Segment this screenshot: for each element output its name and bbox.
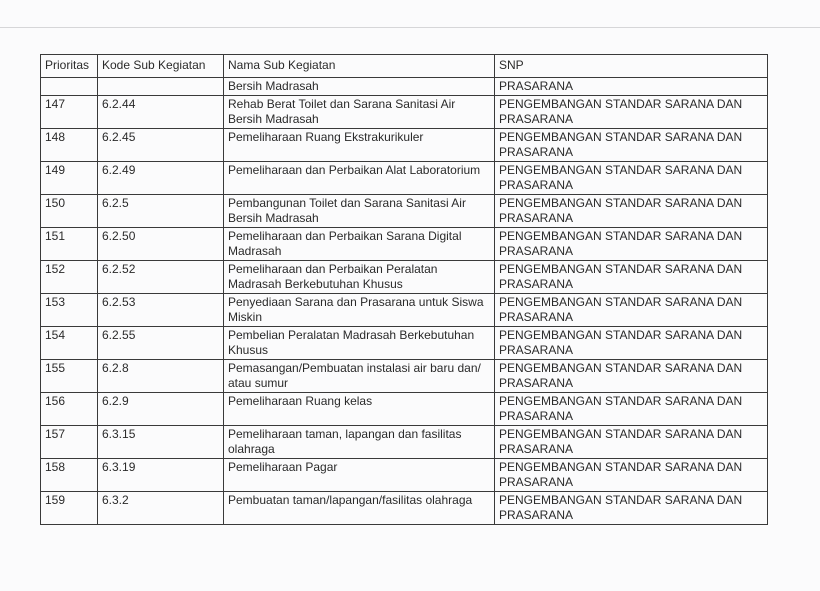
cell-kode [98,78,224,96]
cell-kode: 6.2.44 [98,96,224,129]
cell-prioritas: 159 [41,492,98,525]
cell-snp: PENGEMBANGAN STANDAR SARANA DAN PRASARANA [495,261,768,294]
table-row [41,393,768,426]
table-row [41,426,768,459]
cell-nama: Pemeliharaan dan Perbaikan Peralatan Madrasah Berkebutuhan Khusus [224,261,495,294]
cell-nama: Penyediaan Sarana dan Prasarana untuk Siswa Miskin [224,294,495,327]
cell-snp: PENGEMBANGAN STANDAR SARANA DAN PRASARANA [495,459,768,492]
cell-kode: 6.2.55 [98,327,224,360]
cell-kode: 6.2.52 [98,261,224,294]
cell-nama: Pemeliharaan Ruang kelas [224,393,495,426]
cell-nama: Pemeliharaan dan Perbaikan Alat Laboratorium [224,162,495,195]
cell-snp: PENGEMBANGAN STANDAR SARANA DAN PRASARANA [495,228,768,261]
cell-kode: 6.3.2 [98,492,224,525]
cell-snp: PENGEMBANGAN STANDAR SARANA DAN PRASARANA [495,195,768,228]
cell-nama: Pemeliharaan dan Perbaikan Sarana Digital Madrasah [224,228,495,261]
header-prioritas: Prioritas [41,55,98,78]
cell-prioritas: 147 [41,96,98,129]
cell-nama: Pemeliharaan taman, lapangan dan fasilitas olahraga [224,426,495,459]
cell-nama: Pembuatan taman/lapangan/fasilitas olahraga [224,492,495,525]
cell-snp: PENGEMBANGAN STANDAR SARANA DAN PRASARANA [495,393,768,426]
cell-prioritas: 155 [41,360,98,393]
cell-nama: Pembangunan Toilet dan Sarana Sanitasi Air Bersih Madrasah [224,195,495,228]
cell-kode: 6.3.19 [98,459,224,492]
cell-nama: Pemasangan/Pembuatan instalasi air baru dan/ atau sumur [224,360,495,393]
table-row [41,228,768,261]
sub-kegiatan-table [40,54,768,525]
cell-snp: PENGEMBANGAN STANDAR SARANA DAN PRASARANA [495,294,768,327]
header-nama-sub-kegiatan: Nama Sub Kegiatan [224,55,495,78]
cell-prioritas: 151 [41,228,98,261]
cell-nama: Bersih Madrasah [224,78,495,96]
cell-snp: PRASARANA [495,78,768,96]
cell-prioritas: 149 [41,162,98,195]
cell-kode: 6.2.9 [98,393,224,426]
cell-nama: Pembelian Peralatan Madrasah Berkebutuhan Khusus [224,327,495,360]
cell-kode: 6.2.53 [98,294,224,327]
page-divider [0,27,820,28]
header-snp: SNP [495,55,768,78]
table-row [41,360,768,393]
table-row [41,96,768,129]
table-row [41,129,768,162]
cell-prioritas: 152 [41,261,98,294]
cell-prioritas: 157 [41,426,98,459]
cell-prioritas: 154 [41,327,98,360]
cell-nama: Pemeliharaan Ruang Ekstrakurikuler [224,129,495,162]
table-row [41,195,768,228]
table-row [41,261,768,294]
table-row [41,459,768,492]
cell-prioritas: 150 [41,195,98,228]
cell-kode: 6.2.8 [98,360,224,393]
table-row [41,327,768,360]
cell-kode: 6.2.49 [98,162,224,195]
cell-prioritas: 158 [41,459,98,492]
cell-nama: Rehab Berat Toilet dan Sarana Sanitasi Air Bersih Madrasah [224,96,495,129]
cell-snp: PENGEMBANGAN STANDAR SARANA DAN PRASARANA [495,492,768,525]
cell-kode: 6.2.5 [98,195,224,228]
cell-kode: 6.2.45 [98,129,224,162]
cell-snp: PENGEMBANGAN STANDAR SARANA DAN PRASARANA [495,96,768,129]
table-row-continuation [41,78,768,96]
cell-prioritas: 156 [41,393,98,426]
cell-prioritas: 153 [41,294,98,327]
cell-kode: 6.3.15 [98,426,224,459]
cell-snp: PENGEMBANGAN STANDAR SARANA DAN PRASARANA [495,426,768,459]
cell-nama: Pemeliharaan Pagar [224,459,495,492]
cell-snp: PENGEMBANGAN STANDAR SARANA DAN PRASARANA [495,129,768,162]
cell-prioritas [41,78,98,96]
table-row [41,492,768,525]
cell-snp: PENGEMBANGAN STANDAR SARANA DAN PRASARANA [495,162,768,195]
cell-snp: PENGEMBANGAN STANDAR SARANA DAN PRASARANA [495,327,768,360]
cell-snp: PENGEMBANGAN STANDAR SARANA DAN PRASARANA [495,360,768,393]
header-kode-sub-kegiatan: Kode Sub Kegiatan [98,55,224,78]
cell-prioritas: 148 [41,129,98,162]
table-row [41,294,768,327]
table-row [41,162,768,195]
table-header-row [41,55,768,78]
cell-kode: 6.2.50 [98,228,224,261]
